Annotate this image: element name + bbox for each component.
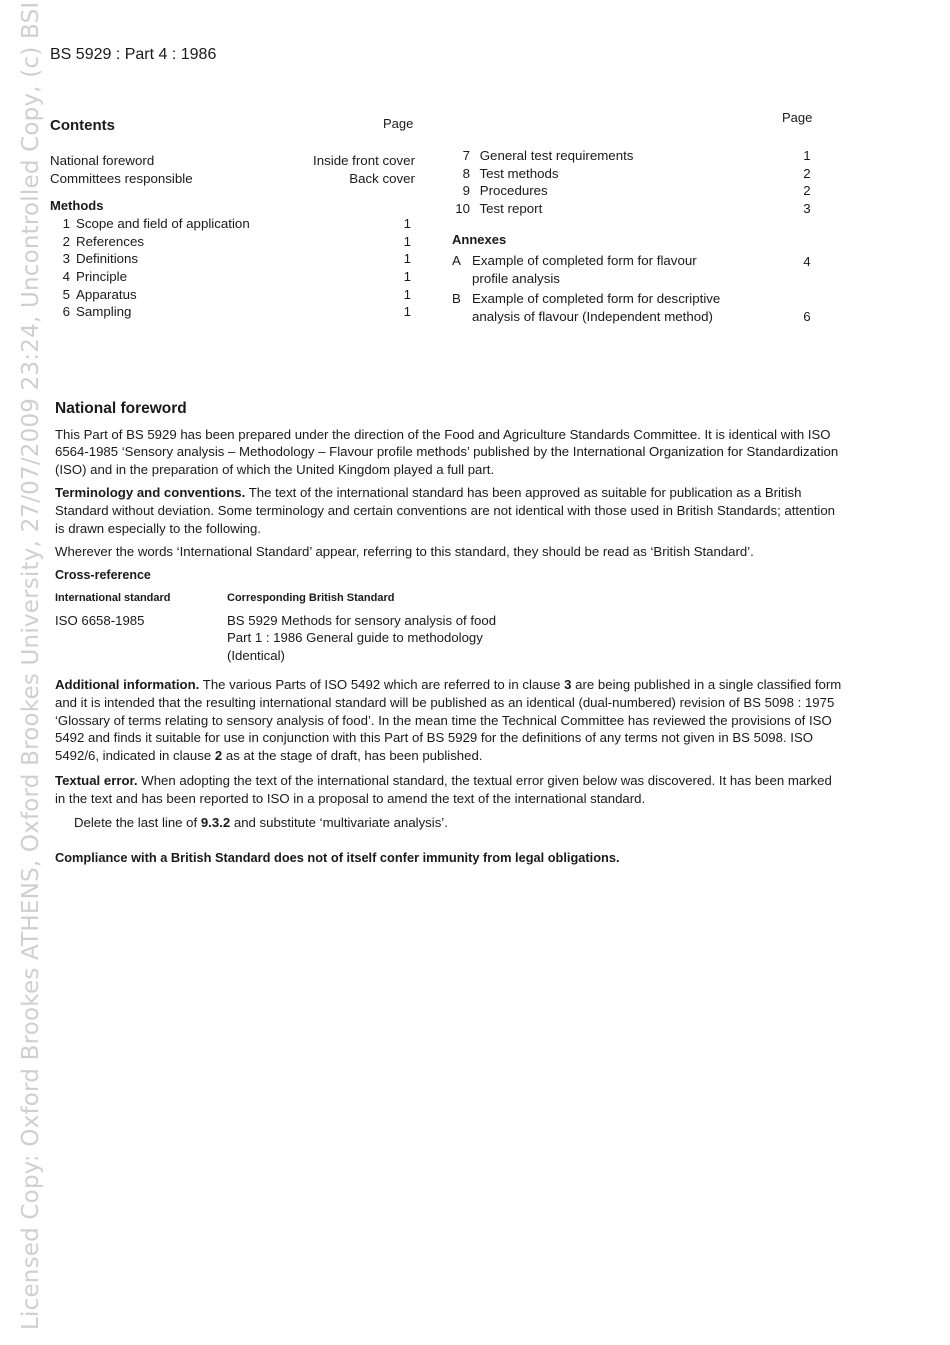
toc-entry-page: 1 [403, 304, 411, 320]
toc-entry-number: 2 [62, 233, 70, 249]
toc-entry-committees[interactable] [50, 170, 415, 188]
contents-title: Contents [50, 117, 115, 134]
annex-title-line: Example of completed form for flavour [472, 253, 697, 269]
toc-entry-national-foreword[interactable] [50, 152, 415, 170]
foreword-intro-paragraph: This Part of BS 5929 has been prepared under the direction of the Food and Agriculture Standards Committee. It is identical with ISO 6564-1985 ‘Sensory analysis – Methodology – Flavour profile methods’ published by the International Organization for Standardization (ISO) and in the preparation of which the United Kingdom played a full part. [55, 426, 839, 477]
document-header: BS 5929 : Part 4 : 1986 [50, 46, 217, 63]
toc-entry-page: Back cover [349, 170, 415, 186]
delete-text: Delete the last line of [74, 814, 198, 830]
additional-text: The various Parts of ISO 5492 which are referred to in clause [202, 677, 561, 693]
toc-entry-annex-b[interactable] [452, 290, 817, 325]
xref-header-international: International standard [55, 592, 171, 605]
wherever-paragraph: Wherever the words ‘International Standard’ appear, referring to this standard, they should be read as ‘British Standard’. [55, 544, 754, 560]
toc-methods-heading: Methods [50, 198, 104, 214]
toc-entry-method[interactable] [452, 147, 817, 165]
toc-entry-method[interactable] [452, 182, 817, 200]
toc-entry-label: National foreword [50, 153, 155, 168]
toc-entry-method[interactable] [50, 250, 415, 268]
toc-right-column [452, 147, 817, 325]
textual-error-text: When adopting the text of the international standard, the textual error given below was discovered. It has been marked in the text and has been reported to ISO in a proposal to amend the text of the international standard. [55, 773, 832, 806]
toc-entry-number: 9 [462, 183, 470, 199]
toc-entry-label: Sampling [76, 304, 132, 320]
toc-entry-page: 2 [803, 183, 811, 199]
watermark-license: Licensed Copy: Oxford Brookes ATHENS, Oxford Brookes University, 27/07/2009 23:24, Uncontrolled Copy, (c) BSI [18, 1, 44, 1330]
toc-entry-page: 4 [803, 253, 811, 269]
toc-entry-page: Inside front cover [313, 153, 415, 168]
toc-entry-annex-a[interactable] [452, 252, 817, 287]
page-column-heading-left: Page [383, 116, 414, 131]
delete-text: and substitute ‘multivariate analysis’. [233, 814, 448, 830]
terminology-paragraph [55, 484, 845, 537]
clause-reference: 2 [214, 747, 223, 763]
toc-entry-page: 1 [403, 233, 411, 249]
toc-entry-method[interactable] [50, 303, 415, 321]
terminology-lead: Terminology and conventions. [55, 485, 246, 501]
national-foreword-section [55, 400, 845, 867]
toc-entry-page: 1 [803, 148, 811, 163]
toc-entry-method[interactable] [50, 215, 415, 233]
toc-entry-number: 8 [462, 165, 470, 181]
xref-british-line: (Identical) [227, 647, 285, 663]
toc-entry-page: 6 [803, 308, 811, 324]
additional-text: as at the stage of draft, has been published. [225, 747, 483, 763]
national-foreword-title: National foreword [55, 400, 187, 417]
annex-letter: B [452, 291, 461, 307]
toc-entry-label: Principle [76, 268, 127, 284]
toc-annexes-heading: Annexes [452, 232, 507, 248]
toc-entry-label: Scope and field of application [76, 216, 250, 232]
clause-reference: 9.3.2 [200, 814, 231, 830]
xref-british-line: BS 5929 Methods for sensory analysis of food [227, 612, 497, 628]
toc-entry-label: Committees responsible [50, 170, 193, 186]
annex-title-line: analysis of flavour (Independent method) [472, 308, 713, 324]
toc-entry-label: References [76, 233, 144, 249]
toc-entry-method[interactable] [452, 165, 817, 183]
toc-entry-label: Procedures [479, 183, 548, 199]
toc-entry-page: 1 [403, 216, 411, 232]
toc-entry-label: General test requirements [479, 148, 634, 163]
toc-entry-number: 1 [62, 216, 70, 232]
toc-entry-page: 1 [403, 268, 411, 284]
additional-text: are being published in a single classified form and it is intended that the resulting international standard will be published as an identical (dual-numbered) revision of BS 5098 : 1975 ‘Glossary of terms relating to sensory analysis of food’. In the mean time the Technical Committee has reviewed the provisions of ISO 5492 and finds it suitable for use in conjunction with this Part of BS 5929 for the definitions of any terms not given in BS 5098. ISO 5492/6, indicated in clause [55, 677, 842, 763]
textual-error-paragraph [55, 772, 845, 807]
cross-reference-table [55, 590, 845, 664]
toc-entry-label: Test report [479, 200, 543, 216]
toc-entry-number: 7 [462, 148, 470, 163]
cross-reference-title: Cross-reference [55, 567, 151, 582]
toc-entry-method[interactable] [50, 233, 415, 251]
toc-entry-number: 3 [62, 251, 70, 267]
toc-entry-page: 1 [403, 251, 411, 267]
xref-british-cell [227, 612, 845, 665]
terminology-text: The text of the international standard has been approved as suitable for publication as a British Standard without deviation. Some terminology and certain conventions are not identical with those used in British Standards; attention is drawn especially to the following. [55, 485, 835, 536]
xref-british-line: Part 1 : 1986 General guide to methodology [227, 630, 483, 646]
toc-entry-label: Definitions [76, 251, 139, 267]
toc-left-column [50, 152, 415, 321]
toc-entry-label: Apparatus [76, 286, 137, 302]
delete-instruction [55, 814, 845, 832]
toc-entry-number: 6 [62, 304, 70, 320]
clause-reference: 3 [564, 677, 572, 693]
xref-header-british: Corresponding British Standard [227, 592, 395, 605]
toc-entry-page: 3 [803, 200, 811, 216]
toc-entry-method[interactable] [452, 200, 817, 218]
toc-entry-page: 2 [803, 165, 811, 181]
additional-information-lead: Additional information. [55, 677, 200, 693]
toc-entry-number: 10 [455, 200, 470, 216]
annex-letter: A [452, 253, 461, 269]
toc-entry-label: Test methods [479, 165, 559, 181]
toc-entry-page: 1 [403, 286, 411, 302]
toc-entry-number: 4 [62, 268, 70, 284]
toc-entry-method[interactable] [50, 268, 415, 286]
xref-international-cell: ISO 6658-1985 [55, 612, 145, 628]
textual-error-lead: Textual error. [55, 773, 138, 789]
compliance-statement: Compliance with a British Standard does not of itself confer immunity from legal obligations. [55, 850, 620, 866]
annex-title-line: Example of completed form for descriptive [472, 291, 721, 307]
toc-entry-method[interactable] [50, 286, 415, 304]
additional-information-paragraph [55, 676, 845, 764]
page-column-heading-right: Page [782, 110, 813, 125]
toc-entry-number: 5 [62, 286, 70, 302]
annex-title-line: profile analysis [472, 270, 560, 286]
